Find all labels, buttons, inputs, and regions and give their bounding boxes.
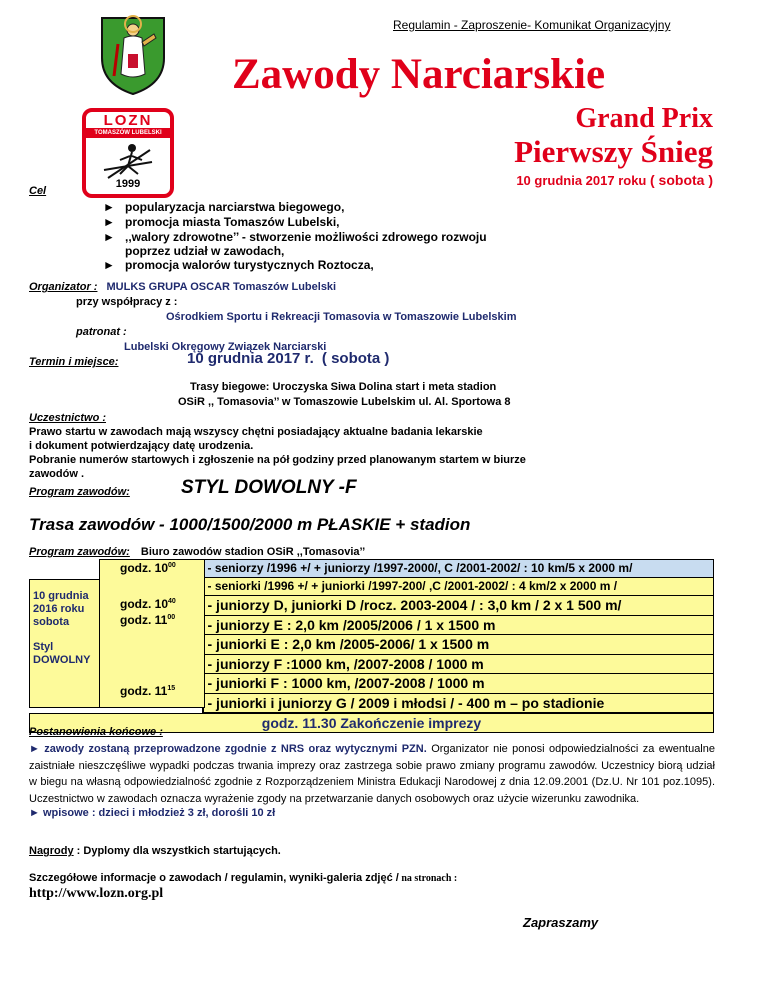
doc-type-line: Regulamin - Zaproszenie- Komunikat Organizacyjny (393, 18, 671, 32)
venue-date-text: 10 grudnia 2017 r. (187, 350, 314, 367)
venue-day: ( sobota ) (321, 350, 390, 367)
bullet-icon: ► (103, 200, 115, 214)
website-link[interactable]: http://www.lozn.org.pl (29, 886, 164, 901)
time-hour: godz. 10 (120, 561, 169, 575)
program-style-value: STYL DOWOLNY -F (181, 477, 357, 498)
patron-label: patronat : (76, 326, 127, 338)
coat-of-arms-icon (98, 14, 168, 96)
side-date-line: sobota (33, 616, 70, 628)
prizes-text: : Dyplomy dla wszystkich startujących. (73, 845, 281, 857)
page-title: Zawody Narciarskie (232, 51, 606, 98)
logo-band: TOMASZÓW LUBELSKI (94, 130, 162, 136)
program-label: Program zawodów: (29, 546, 130, 558)
goal-continuation: poprzez udział w zawodach, (125, 244, 285, 258)
header-day: ( sobota ) (650, 172, 713, 188)
goal-item-text: ,,walory zdrowotne’’ - stworzenie możliwości zdrowego rozwoju (125, 230, 487, 244)
organizer-line (29, 281, 336, 293)
participation-line: zawodów . (29, 468, 84, 480)
time-minute: 00 (168, 562, 176, 569)
side-style-line: Styl (33, 641, 54, 653)
cooperation-label: przy współpracy z : (76, 296, 178, 308)
bullet-icon: ► (103, 215, 115, 229)
provisions-lead: ► zawody zostaną przeprowadzone zgodnie z NRS oraz wytycznymi PZN. (29, 743, 427, 755)
program-office: Biuro zawodów stadion OSiR ,,Tomasovia’’ (140, 546, 366, 558)
time-minute: 40 (168, 598, 176, 605)
participation-line: i dokument potwierdzający datę urodzenia. (29, 440, 254, 452)
program-row: - seniorzy /1996 +/ + juniorzy /1997-2000/, C /2001-2002/ : 10 km/5 x 2000 m/ (203, 559, 714, 578)
goal-item-text: popularyzacja narciarstwa biegowego, (125, 200, 345, 214)
logo-year: 1999 (115, 178, 141, 190)
time-minute: 00 (167, 614, 176, 621)
logo-title: LOZN (103, 112, 153, 129)
participation-line: Pobranie numerów startowych i zgłoszenie na pół godziny przed planowanym startem w biurze (29, 454, 526, 466)
organizer-name: MULKS GRUPA OSCAR Tomaszów Lubelski (106, 281, 337, 293)
program-header (29, 546, 365, 558)
time-slot (120, 613, 175, 627)
subtitle-event-name: Pierwszy Śnieg (514, 134, 713, 169)
program-row: - juniorki E : 2,0 km /2005-2006/ 1 x 1500 m (203, 635, 714, 655)
side-date-line: 10 grudnia (33, 590, 89, 602)
program-row: - seniorki /1996 +/ + juniorki /1997-200/ ,C /2001-2002/ : 4 km/2 x 2000 m / (203, 578, 714, 596)
provisions-text (29, 741, 715, 807)
subtitle-grand-prix: Grand Prix (575, 103, 713, 134)
provisions-label: Postanowienia końcowe : (29, 726, 163, 738)
time-slot (120, 597, 176, 611)
participation-line: Prawo startu w zawodach mają wszyscy chętni posiadający aktualne badania lekarskie (29, 426, 483, 438)
goal-item-text: promocja miasta Tomaszów Lubelski, (125, 215, 340, 229)
venue-label: Termin i miejsce: (29, 356, 119, 368)
venue-trails: Trasy biegowe: Uroczyska Siwa Dolina start i meta stadion (190, 381, 497, 393)
goal-item (103, 230, 487, 244)
bullet-icon: ► (103, 230, 115, 244)
cooperation-name: Ośrodkiem Sportu i Rekreacji Tomasovia w Tomaszowie Lubelskim (166, 311, 517, 323)
goal-item-text: promocja walorów turystycznych Roztocza, (125, 258, 374, 272)
side-date-line: 2016 roku (33, 603, 85, 615)
time-slot (120, 684, 175, 698)
program-row: - juniorzy F :1000 km, /2007-2008 / 1000 m (203, 655, 714, 675)
info-tail: na stronach : (398, 873, 458, 884)
time-slot (120, 561, 176, 575)
venue-address: OSiR ,, Tomasovia’’ w Tomaszowie Lubelskim ul. Al. Sportowa 8 (178, 396, 511, 408)
patron-name: Lubelski Okręgowy Związek Narciarski (124, 341, 327, 353)
route-line: Trasa zawodów - 1000/1500/2000 m PŁASKIE + stadion (29, 515, 471, 534)
prizes-line (29, 845, 281, 857)
program-row: - juniorzy E : 2,0 km /2005/2006 / 1 x 1500 m (203, 616, 714, 636)
bullet-icon: ► (103, 258, 115, 272)
time-hour: godz. 11 (120, 684, 168, 698)
header-date-text: 10 grudnia 2017 roku (516, 173, 647, 188)
goal-item (103, 200, 344, 214)
program-row: - juniorzy D, juniorki D /rocz. 2003-2004 / : 3,0 km / 2 x 1 500 m/ (203, 596, 714, 616)
time-hour: godz. 10 (120, 597, 169, 611)
organizer-label: Organizator : (29, 281, 98, 293)
prizes-label: Nagrody (29, 845, 74, 857)
program-row: - juniorki i juniorzy G / 2009 i młodsi / - 400 m – po stadionie (203, 694, 714, 714)
info-text: Szczegółowe informacje o zawodach / regulamin, wyniki-galeria zdjęć / (29, 872, 399, 884)
time-hour: godz. 11 (120, 613, 168, 627)
participation-label: Uczestnictwo : (29, 412, 107, 424)
provisions-body: Organizator nie ponosi odpowiedzialności za ewentualne zaistniałe nieszczęśliwe wypadki podczas trwania imprezy oraz zastrzega sobie prawo zmiany programu zawodów. Uczestnicy biorą udział w biegu na własną odpowiedzialność zgodnie z Rozporządzeniem Ministra Edukacji Narodowej z dnia 12.09.2001 (Dz.U. Nr 101 poz.1095). Uczestnictwo w zawodach oznacza wyrażenie zgody na przetwarzanie danych osobowych oraz użycie wizerunku zawodnika. (29, 743, 715, 805)
goal-item (103, 215, 340, 229)
closing-text: Zapraszamy (523, 915, 599, 930)
goal-item (103, 258, 374, 272)
venue-date (187, 350, 389, 367)
side-style-line: DOWOLNY (33, 654, 91, 666)
time-minute: 15 (167, 685, 176, 692)
program-row: - juniorki F : 1000 km, /2007-2008 / 1000 m (203, 674, 714, 694)
header-date (516, 172, 713, 188)
goal-label: Cel (29, 185, 47, 197)
entry-fee: ► wpisowe : dzieci i młodzież 3 zł, dorośli 10 zł (29, 807, 276, 819)
program-closing: godz. 11.30 Zakończenie imprezy (30, 714, 714, 733)
info-line (29, 872, 457, 884)
program-style-label: Program zawodów: (29, 486, 130, 498)
